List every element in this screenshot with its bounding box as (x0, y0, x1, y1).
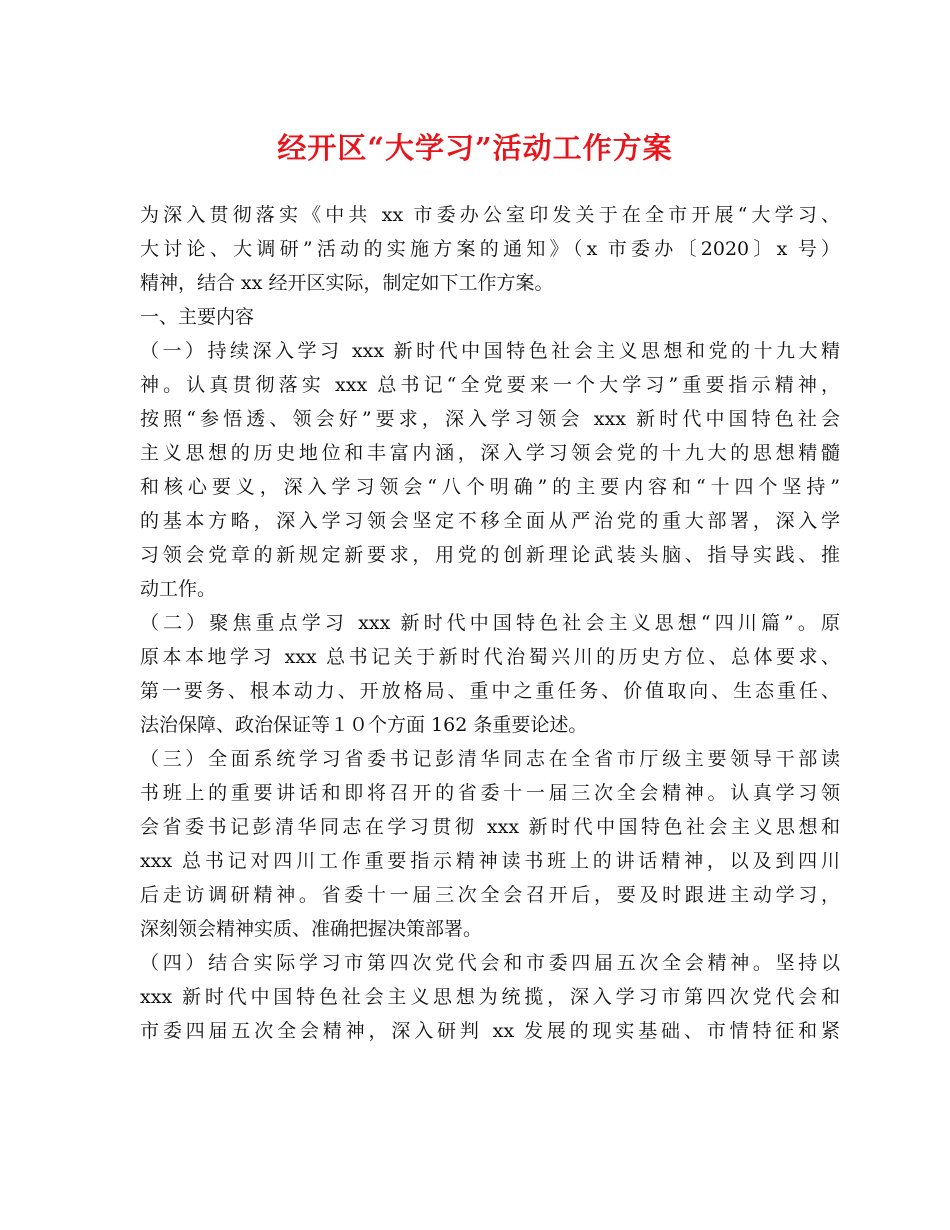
document-body (140, 198, 840, 1048)
text-line: 的基本方略，深入学习领会坚定不移全面从严治党的重大部署，深入学 (140, 510, 840, 532)
text-line: （四）结合实际学习市第四次党代会和市委四届五次全会精神。坚持以 (140, 952, 840, 974)
document-title: 经开区“大学习”活动工作方案 (277, 131, 673, 165)
text-line: 习领会党章的新规定新要求，用党的创新理论武装头脑、指导实践、推 (140, 544, 840, 566)
section-heading: 一、主要内容 (140, 306, 255, 328)
text-line: 神。认真贯彻落实 xxx 总书记“全党要来一个大学习”重要指示精神， (140, 374, 840, 396)
text-line: 主义思想的历史地位和丰富内涵，深入学习领会党的十九大的思想精髓 (140, 442, 840, 464)
text-line: xxx 新时代中国特色社会主义思想为统揽，深入学习市第四次党代会和 (140, 986, 840, 1008)
text-line: 和核心要义，深入学习领会“八个明确”的主要内容和“十四个坚持” (140, 476, 840, 498)
text-line: 原本本地学习 xxx 总书记关于新时代治蜀兴川的历史方位、总体要求、 (140, 646, 840, 668)
text-line: 市委四届五次全会精神，深入研判 xx 发展的现实基础、市情特征和紧 (140, 1020, 840, 1042)
text-line: 动工作。 (140, 578, 217, 600)
text-line: 精神，结合 xx 经开区实际，制定如下工作方案。 (140, 272, 554, 294)
text-line: 深刻领会精神实质、准确把握决策部署。 (140, 918, 483, 940)
text-line: 书班上的重要讲话和即将召开的省委十一届三次全会精神。认真学习领 (140, 782, 840, 804)
text-line: 法治保障、政治保证等１０个方面 162 条重要论述。 (140, 714, 588, 736)
text-line: 后走访调研精神。省委十一届三次全会召开后，要及时跟进主动学习， (140, 884, 840, 906)
text-line: （一）持续深入学习 xxx 新时代中国特色社会主义思想和党的十九大精 (140, 340, 840, 362)
text-line: 第一要务、根本动力、开放格局、重中之重任务、价值取向、生态重任、 (140, 680, 840, 702)
text-line: （三）全面系统学习省委书记彭清华同志在全省市厅级主要领导干部读 (140, 748, 840, 770)
text-line: 大讨论、大调研”活动的实施方案的通知》（x 市委办〔2020〕x 号） (140, 238, 840, 260)
text-line: （二）聚焦重点学习 xxx 新时代中国特色社会主义思想“四川篇”。原 (140, 612, 840, 634)
text-line: xxx 总书记对四川工作重要指示精神读书班上的讲话精神，以及到四川 (140, 850, 840, 872)
text-line: 会省委书记彭清华同志在学习贯彻 xxx 新时代中国特色社会主义思想和 (140, 816, 840, 838)
text-line: 为深入贯彻落实《中共 xx 市委办公室印发关于在全市开展“大学习、 (140, 204, 840, 226)
text-line: 按照“参悟透、领会好”要求，深入学习领会 xxx 新时代中国特色社会 (140, 408, 840, 430)
